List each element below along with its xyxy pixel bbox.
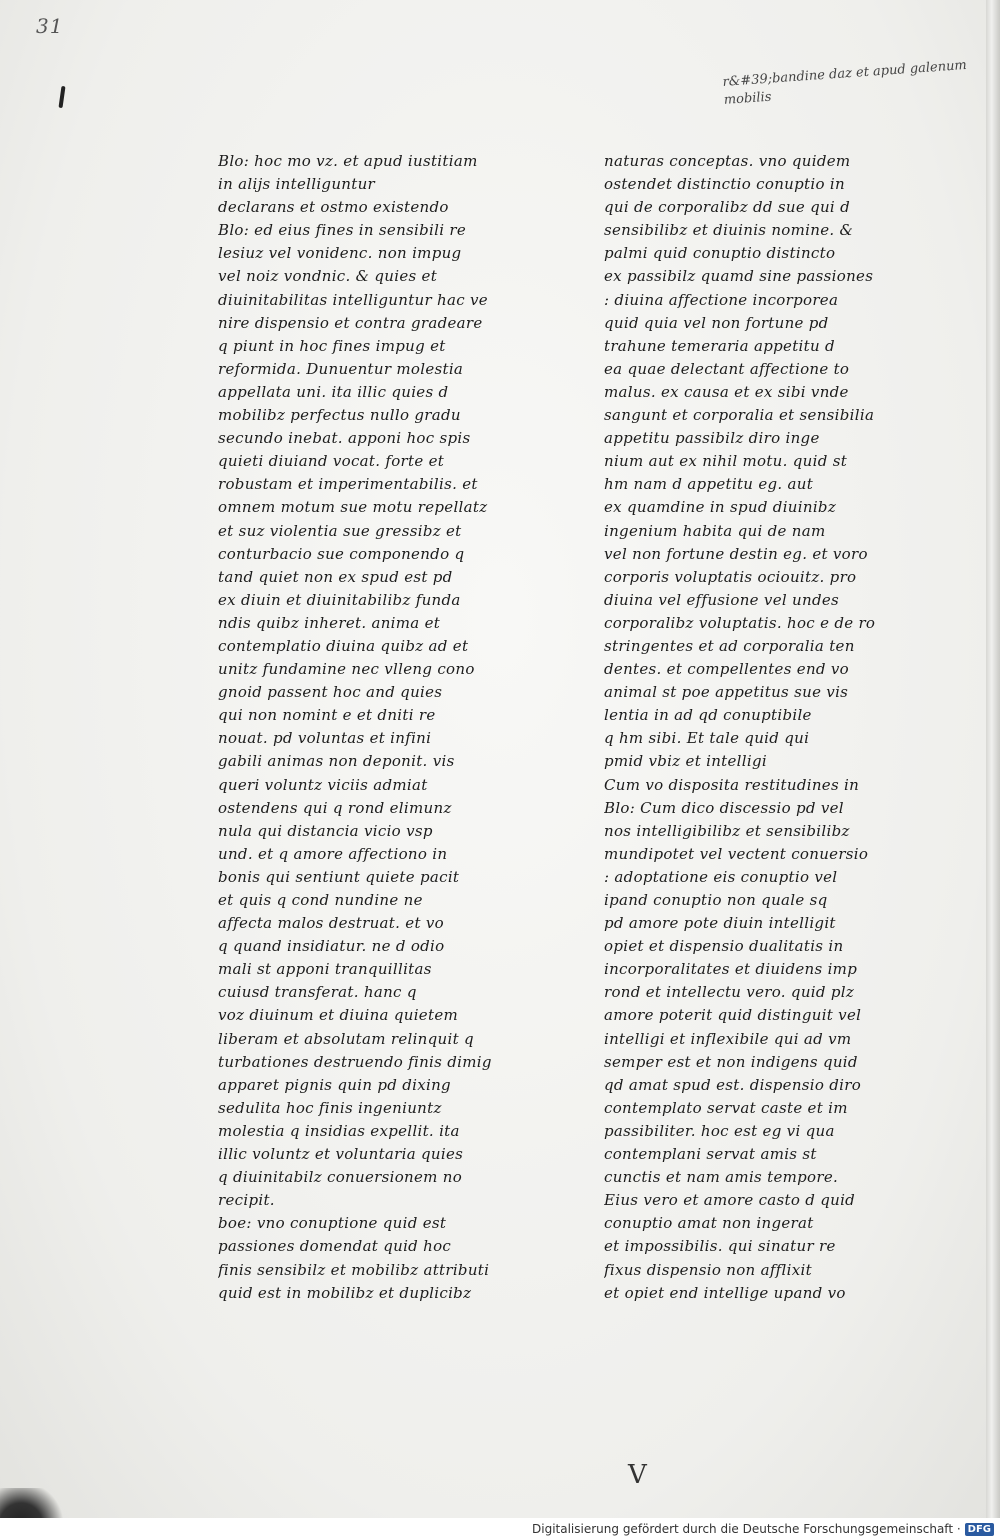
- right-column-line: pd amore pote diuin intelligit: [604, 914, 836, 933]
- right-column-line: hm nam d appetitu eg. aut: [604, 475, 814, 494]
- right-column-line: nium aut ex nihil motu. quid st: [604, 452, 848, 471]
- left-column-line: gabili animas non deponit. vis: [218, 752, 455, 771]
- left-column-line: nula qui distancia vicio vsp: [218, 821, 433, 840]
- right-column-line: rond et intellectu vero. quid plz: [604, 983, 855, 1002]
- left-column-line: appellata uni. ita illic quies d: [218, 382, 449, 401]
- left-column-line: ostendens qui q rond elimunz: [218, 798, 452, 817]
- left-column-line: molestia q insidias expellit. ita: [218, 1121, 460, 1140]
- left-column-line: tand quiet non ex spud est pd: [218, 567, 453, 586]
- right-column-line: ex passibilz quamd sine passiones: [604, 267, 874, 286]
- digitization-footer: [0, 1518, 1000, 1540]
- footer-credit-text: Digitalisierung gefördert durch die Deutsche Forschungsgemeinschaft ·: [532, 1522, 961, 1536]
- right-column-line: mundipotet vel vectent conuersio: [604, 844, 869, 863]
- right-column-line: ipand conuptio non quale sq: [604, 891, 828, 909]
- right-column-line: vel non fortune destin eg. et voro: [604, 544, 868, 563]
- left-column-line: lesiuz vel vonidenc. non impug: [218, 244, 462, 263]
- left-column-line: conturbacio sue componendo q: [218, 544, 465, 563]
- left-column-line: und. et q amore affectiono in: [218, 844, 448, 863]
- right-column-line: trahune temeraria appetitu d: [604, 336, 835, 355]
- right-column-line: semper est et non indigens quid: [604, 1052, 858, 1071]
- left-column-line: contemplatio diuina quibz ad et: [218, 636, 469, 655]
- right-column-line: diuina vel effusione vel undes: [604, 590, 840, 609]
- left-column-line: vel noiz vondnic. & quies et: [218, 267, 438, 286]
- right-column-line: et opiet end intellige upand vo: [604, 1283, 846, 1302]
- left-column-line: quieti diuiand vocat. forte et: [218, 452, 445, 471]
- left-column-line: robustam et imperimentabilis. et: [218, 475, 478, 494]
- left-column-line: bonis qui sentiunt quiete pacit: [218, 867, 460, 886]
- right-column-line: sangunt et corporalia et sensibilia: [604, 406, 875, 425]
- left-column-line: ndis quibz inheret. anima et: [218, 613, 441, 632]
- right-column-line: nos intelligibilibz et sensibilibz: [604, 821, 850, 840]
- left-column-line: unitz fundamine nec vlleng cono: [218, 660, 475, 679]
- right-column-line: dentes. et compellentes end vo: [604, 660, 850, 679]
- left-column-line: et suz violentia sue gressibz et: [218, 521, 462, 540]
- margin-mark: [58, 86, 65, 108]
- left-column-line: gnoid passent hoc and quies: [218, 683, 443, 702]
- left-column-line: mali st apponi tranquillitas: [218, 960, 432, 979]
- right-column-line: ex quamdine in spud diuinibz: [604, 498, 837, 517]
- right-column-line: quid quia vel non fortune pd: [604, 313, 829, 332]
- right-column-line: et impossibilis. qui sinatur re: [604, 1237, 836, 1256]
- left-column-line: queri voluntz viciis admiat: [218, 775, 428, 794]
- right-column-line: conuptio amat non ingerat: [604, 1214, 814, 1233]
- right-column-line: contemplani servat amis st: [604, 1145, 817, 1164]
- left-column-line: Blo: ed eius fines in sensibili re: [218, 221, 467, 240]
- dfg-logo-icon: DFG: [965, 1523, 994, 1536]
- right-column-line: : adoptatione eis conuptio vel: [604, 867, 838, 886]
- left-column-line: illic voluntz et voluntaria quies: [218, 1145, 464, 1164]
- right-column-line: fixus dispensio non afflixit: [604, 1260, 812, 1279]
- left-column-line: ex diuin et diuinitabilibz funda: [218, 590, 461, 609]
- right-column-line: corporalibz voluptatis. hoc e de ro: [604, 613, 876, 632]
- bottom-catchword-mark: V: [628, 1460, 647, 1490]
- left-column-line: boe: vno conuptione quid est: [218, 1214, 447, 1233]
- right-column-line: lentia in ad qd conuptibile: [604, 706, 812, 725]
- left-column-line: q piunt in hoc fines impug et: [218, 336, 446, 355]
- left-column-line: diuinitabilitas intelliguntur hac ve: [218, 290, 488, 309]
- right-column-line: appetitu passibilz diro inge: [604, 429, 820, 448]
- right-column-line: qd amat spud est. dispensio diro: [604, 1075, 862, 1094]
- right-column-line: palmi quid conuptio distincto: [604, 244, 836, 263]
- left-column-line: affecta malos destruat. et vo: [218, 914, 444, 933]
- left-column-line: sedulita hoc finis ingeniuntz: [218, 1098, 442, 1117]
- right-column-line: stringentes et ad corporalia ten: [604, 636, 855, 655]
- right-column-line: pmid vbiz et intelligi: [604, 752, 767, 771]
- right-column-line: naturas conceptas. vno quidem: [604, 152, 851, 170]
- left-column-line: et quis q cond nundine ne: [218, 891, 423, 909]
- right-column-line: ingenium habita qui de nam: [604, 521, 826, 540]
- left-column-line: liberam et absolutam relinquit q: [218, 1029, 474, 1048]
- left-column-line: qui non nomint e et dniti re: [218, 706, 436, 725]
- left-column-line: nire dispensio et contra gradeare: [218, 313, 483, 332]
- left-column-line: declarans et ostmo existendo: [218, 198, 449, 217]
- left-column-line: finis sensibilz et mobilibz attributi: [218, 1260, 490, 1279]
- right-column-line: malus. ex causa et ex sibi vnde: [604, 382, 849, 401]
- left-column-line: cuiusd transferat. hanc q: [218, 983, 417, 1002]
- left-column-line: Blo: hoc mo vz. et apud iustitiam: [218, 152, 478, 170]
- left-column-line: in alijs intelliguntur: [218, 175, 376, 194]
- folio-number: 31: [36, 14, 64, 38]
- left-column-line: secundo inebat. apponi hoc spis: [218, 429, 471, 448]
- right-column-line: passibiliter. hoc est eg vi qua: [604, 1121, 835, 1140]
- right-column-line: animal st poe appetitus sue vis: [604, 683, 849, 702]
- left-column-line: quid est in mobilibz et duplicibz: [218, 1283, 472, 1302]
- right-text-column: [604, 150, 932, 1305]
- margin-note: r&#39;bandine daz et apud galenum mobilis: [722, 57, 968, 108]
- page-edge: [986, 0, 1000, 1520]
- right-column-line: amore poterit quid distinguit vel: [604, 1006, 862, 1025]
- right-column-line: sensibilibz et diuinis nomine. &: [604, 221, 854, 240]
- left-column-line: q quand insidiatur. ne d odio: [218, 937, 445, 956]
- right-column-line: q hm sibi. Et tale quid qui: [604, 729, 810, 748]
- right-column-line: ostendet distinctio conuptio in: [604, 175, 845, 194]
- right-column-line: Cum vo disposita restitudines in: [604, 775, 860, 794]
- left-column-line: reformida. Dunuentur molestia: [218, 359, 464, 378]
- left-column-line: passiones domendat quid hoc: [218, 1237, 452, 1256]
- left-column-line: recipit.: [218, 1191, 275, 1210]
- right-column-line: contemplato servat caste et im: [604, 1098, 848, 1117]
- right-column-line: ea quae delectant affectione to: [604, 359, 850, 378]
- right-column-line: incorporalitates et diuidens imp: [604, 960, 858, 979]
- left-column-line: q diuinitabilz conuersionem no: [218, 1168, 463, 1187]
- right-column-line: Eius vero et amore casto d quid: [604, 1191, 856, 1210]
- left-column-line: nouat. pd voluntas et infini: [218, 729, 432, 748]
- left-column-line: turbationes destruendo finis dimig: [218, 1052, 492, 1071]
- left-column-line: apparet pignis quin pd dixing: [218, 1075, 451, 1094]
- right-column-line: : diuina affectione incorporea: [604, 290, 839, 309]
- right-column-line: cunctis et nam amis tempore.: [604, 1168, 839, 1187]
- right-column-line: intelligi et inflexibile qui ad vm: [604, 1029, 852, 1048]
- right-column-line: opiet et dispensio dualitatis in: [604, 937, 844, 956]
- left-column-line: voz diuinum et diuina quietem: [218, 1006, 459, 1025]
- right-column-line: qui de corporalibz dd sue qui d: [604, 198, 850, 217]
- left-column-line: omnem motum sue motu repellatz: [218, 498, 488, 517]
- left-text-column: [218, 150, 558, 1305]
- right-column-line: corporis voluptatis ociouitz. pro: [604, 567, 857, 586]
- left-column-line: mobilibz perfectus nullo gradu: [218, 406, 461, 425]
- right-column-line: Blo: Cum dico discessio pd vel: [604, 798, 844, 817]
